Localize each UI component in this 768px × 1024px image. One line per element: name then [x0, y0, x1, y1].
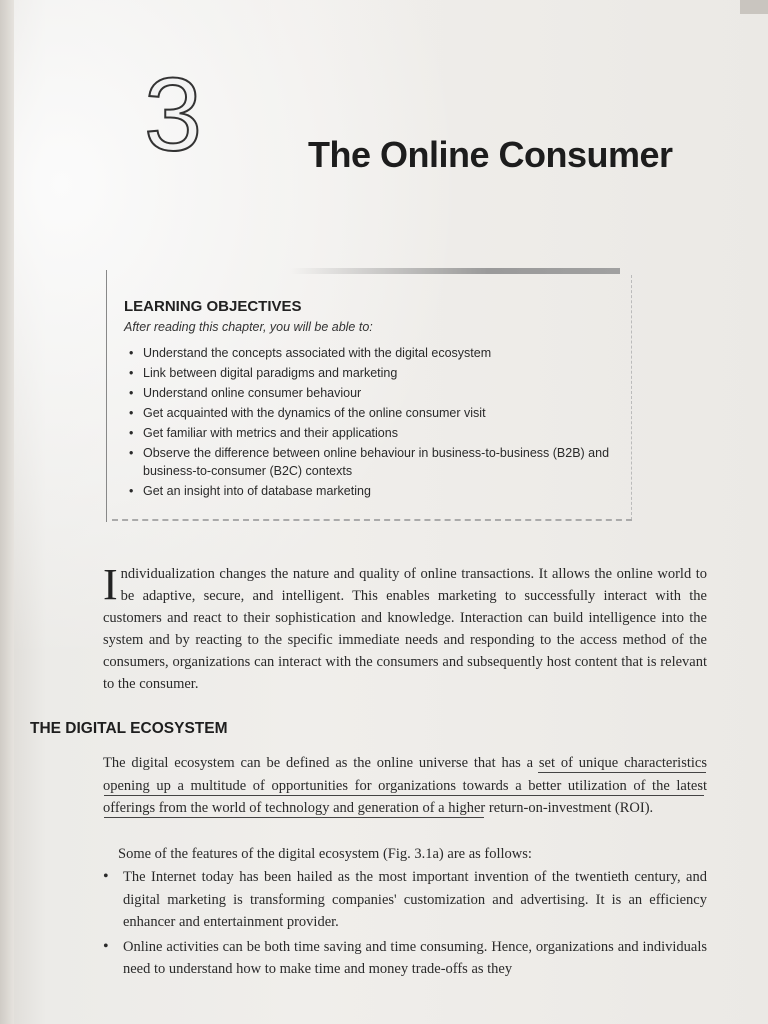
- list-item: • The Internet today has been hailed as the most important invention of the twentieth century, and digital marketing is transforming companies' customization and advertising. It is an efficiency enhancer and entertainment provider.: [103, 868, 707, 930]
- chapter-title: The Online Consumer: [308, 134, 673, 175]
- learning-objectives-list: [126, 343, 626, 501]
- section-heading: THE DIGITAL ECOSYSTEM: [30, 720, 228, 737]
- list-item: • Observe the difference between online behaviour in business-to-business (B2B) and business-to-consumer (B2C) contexts: [129, 446, 610, 478]
- list-item: • Get an insight into of database marketing: [126, 481, 626, 501]
- section-paragraph: The digital ecosystem can be defined as the online universe that has a set of unique characteristics opening up a multitude of opportunities for organizations towards a better utilization of the latest offerings from the world of technology and generation of a higher return-on-investment (ROI).: [103, 755, 707, 816]
- list-item: • Online activities can be both time saving and time consuming. Hence, organizations and individuals need to understand how to make time and money trade-offs as they: [103, 937, 707, 977]
- pen-underline: [104, 795, 704, 796]
- pen-underline: [538, 772, 706, 773]
- features-list: [103, 866, 707, 983]
- bullet-icon: •: [129, 366, 134, 380]
- learning-objectives-heading: LEARNING OBJECTIVES: [124, 298, 302, 315]
- list-item: • Get familiar with metrics and their applications: [126, 423, 626, 443]
- chapter-number: 3: [144, 57, 202, 173]
- bullet-icon: •: [103, 937, 109, 955]
- bullet-icon: •: [129, 406, 134, 420]
- features-lead-in: Some of the features of the digital ecosystem (Fig. 3.1a) are as follows:: [118, 846, 532, 862]
- photo-edge: [740, 0, 768, 14]
- learning-objectives-right-rule: [631, 275, 632, 520]
- learning-objectives-intro: After reading this chapter, you will be able to:: [124, 320, 373, 334]
- list-item: • Understand the concepts associated with the digital ecosystem: [126, 343, 626, 363]
- drop-cap: I: [103, 560, 118, 609]
- list-item: • Understand online consumer behaviour: [126, 383, 626, 403]
- bullet-icon: •: [129, 426, 134, 440]
- pen-underline: [104, 817, 484, 818]
- bullet-icon: •: [129, 484, 134, 498]
- list-item: • Link between digital paradigms and marketing: [126, 363, 626, 383]
- bullet-icon: •: [129, 446, 134, 460]
- bullet-icon: •: [129, 386, 134, 400]
- page-binding-shadow: [0, 0, 14, 1024]
- learning-objectives-top-rule: [290, 268, 620, 274]
- intro-text: ndividualization changes the nature and quality of online transactions. It allows the online world to be adaptive, secure, and intelligent. This enables marketing to successfully interact with the customers and react to their sophistication and knowledge. Interaction can build intelligence into the system and by reacting to the specific immediate needs and responding to the access method of the consumers, organizations can interact with the consumers and subsequently host content that is relevant to the consumer.: [103, 566, 707, 692]
- bullet-icon: •: [103, 868, 109, 885]
- bullet-icon: •: [129, 346, 134, 360]
- learning-objectives-bottom-rule: [112, 519, 632, 521]
- intro-paragraph: [103, 560, 707, 695]
- list-item: • Get acquainted with the dynamics of the online consumer visit: [126, 403, 626, 423]
